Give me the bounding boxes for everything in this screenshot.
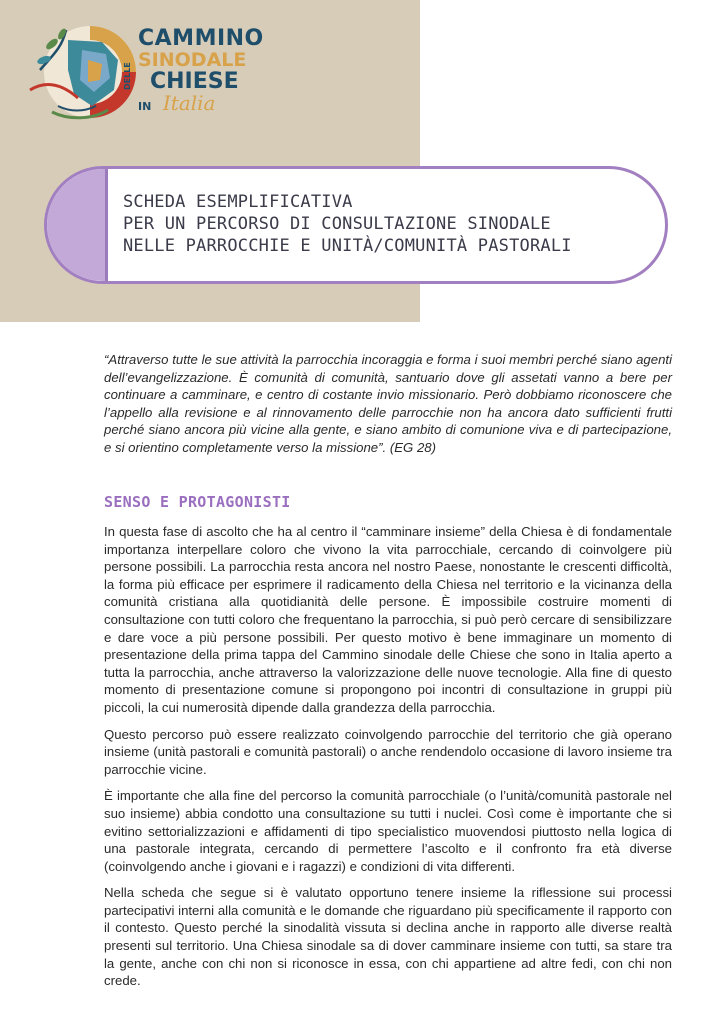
logo bbox=[22, 20, 264, 132]
title-box-accent bbox=[47, 169, 107, 281]
logo-line-chiese: CHIESE bbox=[150, 69, 239, 94]
section-heading: SENSO E PROTAGONISTI bbox=[104, 493, 291, 511]
document-title bbox=[123, 191, 572, 257]
body-paragraph: In questa fase di ascolto che ha al centro il “camminare insieme” della Chiesa è di fondamentale importanza interpellare coloro che vivono la vita parrocchiale, cercando di coinvolgere più persone possibili. La parrocchia resta ancora nel nostro Paese, nonostante le crescenti difficoltà, la forma più efficace per esprimere il radicamento della Chiesa nel territorio e la vicinanza della comunità cristiana alla quotidianità delle persone. È impossibile costruire momenti di consultazione con tutti coloro che frequentano la parrocchia, si può però cercare di sensibilizzare e dare voce a più persone possibili. Per questo motivo è bene immaginare un momento di presentazione della prima tappa del Cammino sinodale delle Chiese che sono in Italia aperto a tutta la parrocchia, anche attraverso la valorizzazione delle nuove tecnologie. Alla fine di questo momento di presentazione comune si propongono poi incontri di consultazione in gruppi più piccoli, la cui numerosità dipende dalla grandezza della parrocchia. bbox=[104, 524, 672, 715]
title-box bbox=[44, 166, 668, 284]
title-box-divider bbox=[105, 169, 108, 281]
title-line-1: SCHEDA ESEMPLIFICATIVA bbox=[123, 192, 353, 212]
body-paragraph: È importante che alla fine del percorso la comunità parrocchiale (o l’unità/comunità pastorale nel suo insieme) abbia condotto una consultazione su tutti i nuclei. Così come è importante che si evitino settorializzazioni e affidamenti di tipo specialistico muovendosi piuttosto nella logica di una pastorale integrata, cercando di permettere l’ascolto e il confronto fra età diverse (coinvolgendo anche i giovani e i ragazzi) e condizioni di vita differenti. bbox=[104, 788, 672, 874]
body-paragraph: Questo percorso può essere realizzato coinvolgendo parrocchie del territorio che già operano insieme (unità pastorali e comunità pastorali) o anche rendendolo occasione di lavoro insieme tra parrocchie vicine. bbox=[104, 726, 672, 777]
logo-line-in: IN bbox=[138, 100, 152, 113]
logo-line-cammino: CAMMINO bbox=[138, 26, 264, 51]
section-body bbox=[104, 523, 672, 999]
logo-line-italia: Italia bbox=[162, 91, 216, 115]
logo-wordmark bbox=[123, 26, 264, 115]
title-line-3: NELLE PARROCCHIE E UNITÀ/COMUNITÀ PASTORALI bbox=[123, 236, 572, 256]
logo-line-delle: DELLE bbox=[123, 62, 132, 90]
intro-quote: “Attraverso tutte le sue attività la parrocchia incoraggia e forma i suoi membri perché siano agenti dell’evangelizzazione. È comunità di comunità, santuario dove gli assetati vanno a bere per continuare a camminare, e centro di costante invio missionario. Però dobbiamo riconoscere che l’appello alla revisione e al rinnovamento delle parrocchie non ha ancora dato sufficienti frutti perché siano ancora più vicine alla gente, e siano ambito di comunione viva e di partecipazione, e si orientino completamente verso la missione”. (EG 28) bbox=[104, 352, 672, 455]
body-paragraph: Nella scheda che segue si è valutato opportuno tenere insieme la riflessione sui processi partecipativi interni alla comunità e le domande che riguardano più specificamente il rapporto con il contesto. Questo perché la sinodalità vissuta si declina anche in rapporto alle diverse realtà presenti sul territorio. Una Chiesa sinodale sa di dover camminare insieme con tutti, sa stare tra la gente, anche con chi non si riconosce in essa, con chi appartiene ad altre fedi, con chi non crede. bbox=[104, 885, 672, 989]
title-line-2: PER UN PERCORSO DI CONSULTAZIONE SINODALE bbox=[123, 214, 551, 234]
logo-line-sinodale: SINODALE bbox=[138, 49, 247, 71]
